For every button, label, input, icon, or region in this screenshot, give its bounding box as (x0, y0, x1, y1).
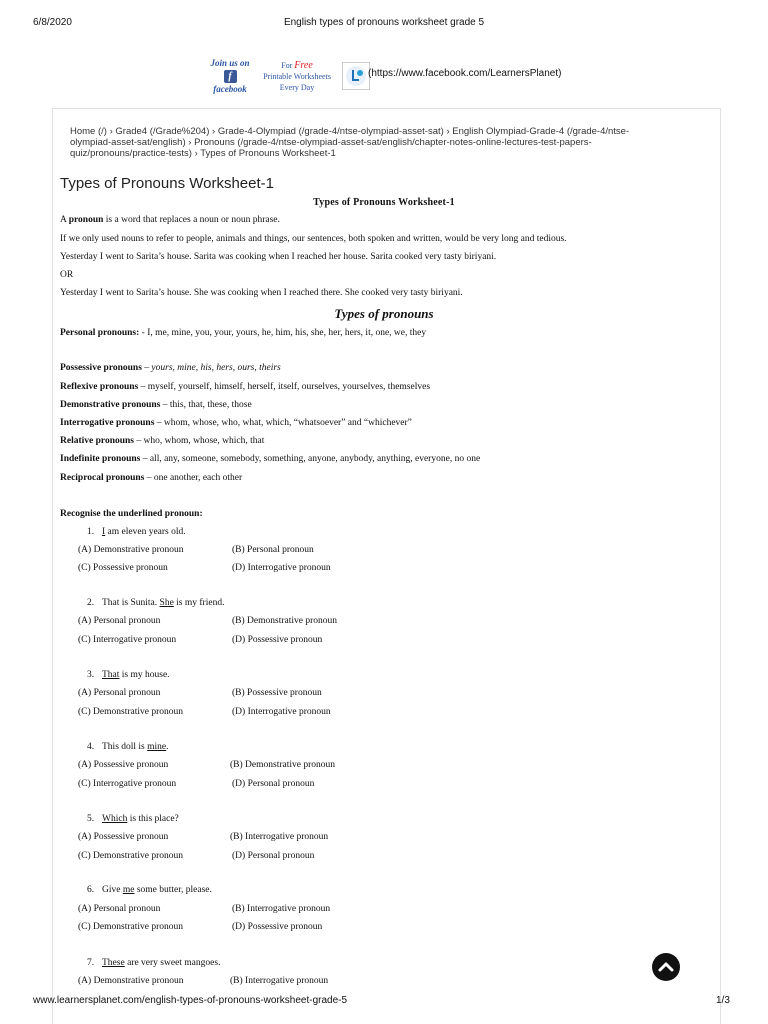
option-a: (A) Demonstrative pronoun (78, 976, 184, 986)
type-reflexive (60, 382, 430, 392)
option-a: (A) Personal pronoun (78, 688, 161, 698)
option-b: (B) Possessive pronoun (232, 688, 322, 698)
underlined-pronoun: I (102, 527, 106, 537)
print-header-title: English types of pronouns worksheet grade 5 (283, 17, 485, 28)
question-post: am eleven years old. (105, 527, 186, 537)
type-list: – one another, each other (144, 473, 243, 483)
question-number: 4. (87, 742, 95, 752)
exercise-heading: Recognise the underlined pronoun: (60, 509, 203, 519)
breadcrumb-line[interactable]: olympiad-asset-sat/english) › Pronouns (/grade-4/ntse-olympiad-asset-sat/english/chapter-notes-online-lectures-test-papers- (70, 137, 592, 148)
print-page-number: 1/3 (716, 995, 730, 1006)
facebook-url-link[interactable]: (https://www.facebook.com/LearnersPlanet) (368, 68, 562, 79)
underlined-pronoun: mine (147, 742, 167, 752)
print-date: 6/8/2020 (33, 17, 72, 28)
option-b: (B) Interrogative pronoun (230, 832, 329, 842)
question-pre: This doll is (102, 742, 148, 752)
question-post: is my house. (119, 670, 170, 680)
type-list: – this, that, these, those (160, 400, 252, 410)
option-b: (B) Demonstrative pronoun (230, 760, 336, 770)
question-pre: That is Sunita. (102, 598, 160, 608)
option-b: (B) Interrogative pronoun (230, 976, 329, 986)
printable-worksheets-text: Printable Worksheets (263, 71, 331, 81)
option-c: (C) Interrogative pronoun (78, 635, 177, 645)
question-text (102, 527, 186, 537)
facebook-text: facebook (213, 83, 247, 94)
facebook-f-icon: f (224, 70, 237, 83)
question-text (102, 814, 179, 824)
option-c: (C) Demonstrative pronoun (78, 851, 184, 861)
option-d: (D) Interrogative pronoun (232, 563, 331, 573)
every-day-text: Every Day (279, 82, 315, 92)
type-demonstrative (60, 400, 252, 410)
intro-paragraph: If we only used nouns to refer to people, animals and things, our sentences, both spoken and written, would be very long and tedious. (60, 234, 567, 244)
type-label: Demonstrative pronouns (60, 400, 161, 410)
worksheet-subtitle: Types of Pronouns Worksheet-1 (313, 197, 455, 208)
option-b: (B) Personal pronoun (232, 545, 314, 555)
underlined-pronoun: These (102, 958, 125, 968)
option-c: (C) Interrogative pronoun (78, 779, 177, 789)
type-list: – myself, yourself, himself, herself, itself, ourselves, yourselves, themselves (138, 382, 431, 392)
question-post: some butter, please. (134, 885, 212, 895)
option-a: (A) Possessive pronoun (78, 760, 169, 770)
question-text (102, 885, 212, 895)
for-text: For (281, 60, 293, 70)
facebook-join-block[interactable] (204, 58, 256, 95)
question-text (102, 742, 169, 752)
definition-term: pronoun (68, 215, 104, 225)
underlined-pronoun: That (102, 670, 120, 680)
type-personal (60, 328, 426, 338)
question-post: is this place? (127, 814, 179, 824)
type-list: - I, me, mine, you, your, yours, he, him, his, she, her, hers, it, one, we, they (139, 328, 427, 338)
question-text (102, 670, 170, 680)
question-pre: Give (102, 885, 123, 895)
example-sentence-1: Yesterday I went to Sarita’s house. Sarita was cooking when I reached her house. Sarita cooked very tasty biriyani. (60, 252, 497, 262)
type-possessive (60, 363, 281, 373)
facebook-banner[interactable] (204, 55, 370, 97)
type-label: Relative pronouns (60, 436, 134, 446)
type-list: – who, whom, whose, which, that (134, 436, 265, 446)
type-relative (60, 436, 264, 446)
option-c: (C) Possessive pronoun (78, 563, 168, 573)
type-label: Indefinite pronouns (60, 454, 141, 464)
type-label: Possessive pronouns (60, 363, 142, 373)
type-list: – whom, whose, who, what, which, “whatsoever” and “whichever” (154, 418, 412, 428)
underlined-pronoun: She (159, 598, 174, 608)
question-post: is my friend. (173, 598, 225, 608)
option-d: (D) Possessive pronoun (232, 635, 323, 645)
option-c: (C) Demonstrative pronoun (78, 707, 184, 717)
pronoun-definition (60, 215, 280, 225)
learners-planet-logo-icon (342, 62, 370, 90)
chevron-up-icon (657, 958, 675, 976)
question-number: 6. (87, 885, 95, 895)
type-reciprocal (60, 473, 242, 483)
print-footer-url: www.learnersplanet.com/english-types-of-pronouns-worksheet-grade-5 (33, 995, 348, 1006)
type-label: Personal pronouns: (60, 328, 140, 338)
question-number: 3. (87, 670, 95, 680)
type-interrogative (60, 418, 412, 428)
question-text (102, 958, 220, 968)
question-post: are very sweet mangoes. (124, 958, 221, 968)
definition-pre: A (60, 215, 69, 225)
type-label: Reciprocal pronouns (60, 473, 145, 483)
types-heading: Types of pronouns (334, 306, 434, 321)
option-b: (B) Demonstrative pronoun (232, 616, 338, 626)
question-number: 7. (87, 958, 95, 968)
option-d: (D) Personal pronoun (232, 851, 315, 861)
example-sentence-2: Yesterday I went to Sarita’s house. She was cooking when I reached there. She cooked very tasty biriyani. (60, 288, 463, 298)
option-a: (A) Demonstrative pronoun (78, 545, 184, 555)
option-d: (D) Possessive pronoun (232, 922, 323, 932)
type-indefinite (60, 454, 480, 464)
question-post: . (166, 742, 169, 752)
option-a: (A) Possessive pronoun (78, 832, 169, 842)
type-label: Reflexive pronouns (60, 382, 139, 392)
definition-post: is a word that replaces a noun or noun phrase. (103, 215, 280, 225)
option-b: (B) Interrogative pronoun (232, 904, 331, 914)
question-text (102, 598, 224, 608)
free-text: Free (294, 59, 313, 71)
type-list: – yours, mine, his, hers, ours, theirs (141, 363, 281, 373)
option-a: (A) Personal pronoun (78, 616, 161, 626)
breadcrumb-line[interactable]: quiz/pronouns/practice-tests) › Types of Pronouns Worksheet-1 (70, 148, 336, 159)
option-d: (D) Personal pronoun (232, 779, 315, 789)
type-label: Interrogative pronouns (60, 418, 155, 428)
breadcrumb[interactable] (70, 126, 670, 159)
option-c: (C) Demonstrative pronoun (78, 922, 184, 932)
or-text: OR (60, 270, 74, 280)
option-d: (D) Interrogative pronoun (232, 707, 331, 717)
question-number: 1. (87, 527, 95, 537)
page-title: Types of Pronouns Worksheet-1 (60, 175, 274, 192)
option-a: (A) Personal pronoun (78, 904, 161, 914)
type-list: – all, any, someone, somebody, something, anyone, anybody, anything, everyone, no one (140, 454, 481, 464)
free-worksheets-block (256, 60, 338, 93)
join-us-text: Join us on (210, 57, 250, 68)
question-number: 2. (87, 598, 95, 608)
scroll-to-top-button[interactable] (652, 953, 680, 981)
breadcrumb-line[interactable]: Home (/) › Grade4 (/Grade%204) › Grade-4-Olympiad (/grade-4/ntse-olympiad-asset-sat) › English Olympiad-Grade-4 (/grade-4/ntse- (70, 126, 630, 137)
underlined-pronoun: me (122, 885, 135, 895)
question-number: 5. (87, 814, 95, 824)
underlined-pronoun: Which (102, 814, 128, 824)
